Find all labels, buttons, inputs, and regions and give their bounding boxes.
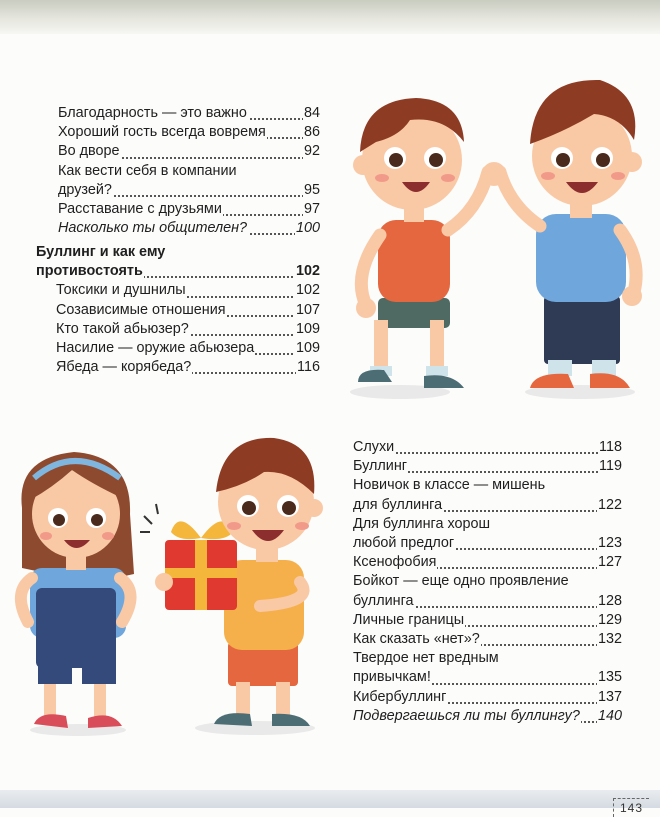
toc-entry-page: 109 (295, 339, 320, 358)
toc-entry[interactable] (353, 553, 622, 572)
toc-entry-page: 119 (598, 457, 622, 476)
toc-entry[interactable] (353, 476, 622, 514)
toc-entry-title: Ябеда — корябеда? (56, 359, 192, 376)
section-entries (36, 281, 320, 377)
toc-entry[interactable] (353, 438, 622, 457)
section-heading-line1: Буллинг и как ему (36, 244, 166, 260)
toc-entry[interactable] (353, 688, 622, 707)
toc-entry-page: 122 (597, 496, 622, 515)
section-heading-line2: противостоять (36, 263, 143, 280)
toc-entry-title-line: Твердое нет вредным (353, 650, 499, 667)
toc-entry-title: привычкам! (353, 669, 431, 686)
toc-entry-page: 127 (597, 553, 622, 572)
toc-entry-page: 137 (597, 688, 622, 707)
toc-entry[interactable] (353, 611, 622, 630)
toc-entry-title: буллинга (353, 592, 414, 609)
toc-entry[interactable] (56, 320, 320, 339)
toc-entry-title: Расставание с друзьями (58, 201, 222, 218)
toc-entry-title: Хороший гость всегда вовремя (58, 124, 266, 141)
toc-entry-title-line: Новичок в классе — мишень (353, 477, 546, 494)
toc-entry-title: для буллинга (353, 496, 443, 513)
toc-entry-title: любой предлог (353, 535, 455, 552)
page-bottom-edge (0, 790, 660, 808)
toc-entry-title: Подвергаешься ли ты буллингу? (353, 707, 580, 724)
toc-entry-title: Ксенофобия (353, 554, 437, 571)
toc-block-2 (36, 243, 320, 377)
toc-entry-page: 135 (597, 668, 622, 687)
toc-entry-page: 128 (597, 592, 622, 611)
section-heading-entry[interactable] (36, 262, 320, 281)
toc-entry-page: 92 (303, 142, 320, 161)
toc-entry-page: 100 (295, 219, 320, 238)
toc-entry[interactable] (58, 162, 320, 200)
toc-entry[interactable] (353, 457, 622, 476)
toc-entry-title: Насколько ты общителен? (58, 220, 248, 237)
toc-entry[interactable] (353, 707, 622, 726)
page-number: 143 (613, 798, 649, 817)
toc-entry-page: 118 (598, 438, 622, 457)
toc-entry-title: Слухи (353, 439, 395, 455)
toc-entry[interactable] (353, 630, 622, 649)
toc-entry-page: 132 (597, 630, 622, 649)
toc-entry-page: 84 (303, 104, 320, 123)
toc-entry-page: 107 (295, 301, 320, 320)
toc-entry[interactable] (58, 104, 320, 123)
toc-entry[interactable] (58, 142, 320, 161)
toc-entry[interactable] (56, 281, 320, 300)
toc-entry[interactable] (58, 219, 320, 238)
toc-entry-title: Кто такой абьюзер? (56, 320, 189, 337)
toc-entry-page: 140 (597, 707, 622, 726)
toc-block-3 (353, 438, 622, 726)
toc-entry[interactable] (56, 358, 320, 377)
toc-entry-page: 95 (303, 181, 320, 200)
girl-illustration (8, 448, 143, 738)
toc-entry[interactable] (58, 123, 320, 142)
toc-entry[interactable] (353, 572, 622, 610)
toc-entry[interactable] (56, 339, 320, 358)
toc-entry-title: Благодарность — это важно (58, 105, 247, 121)
toc-entry-page: 116 (296, 358, 320, 377)
toc-entry-title-line: Бойкот — еще одно проявление (353, 573, 569, 590)
toc-entry-title-line: Как вести себя в компании (58, 162, 237, 179)
toc-entry-title: Токсики и душнилы (56, 282, 186, 299)
toc-entry-title: Личные границы (353, 611, 465, 628)
toc-entry[interactable] (58, 200, 320, 219)
toc-entry-page: 86 (303, 123, 320, 142)
toc-entry-title-line: Для буллинга хорош (353, 515, 491, 532)
toc-entry-title: Кибербуллинг (353, 688, 447, 705)
toc-entry-page: 97 (303, 200, 320, 219)
boy-with-gift-illustration (140, 432, 340, 742)
toc-entry[interactable] (56, 301, 320, 320)
toc-entry-title: друзей? (58, 181, 112, 198)
page-top-edge (0, 0, 660, 34)
toc-entry-page: 123 (597, 534, 622, 553)
toc-entry-page: 129 (597, 611, 622, 630)
toc-entry-page: 109 (295, 320, 320, 339)
toc-entry-page: 102 (295, 281, 320, 300)
toc-entry-title: Созависимые отношения (56, 301, 226, 318)
toc-entry[interactable] (353, 649, 622, 687)
toc-entry[interactable] (353, 515, 622, 553)
section-heading-page: 102 (295, 262, 320, 281)
two-boys-high-five-illustration (330, 70, 650, 405)
toc-block-1 (58, 104, 320, 238)
toc-entry-title: Как сказать «нет»? (353, 631, 480, 648)
toc-entry-title: Насилие — оружие абьюзера (56, 340, 255, 357)
toc-entry-title: Во дворе (58, 143, 120, 160)
toc-entry-title: Буллинг (353, 458, 408, 475)
